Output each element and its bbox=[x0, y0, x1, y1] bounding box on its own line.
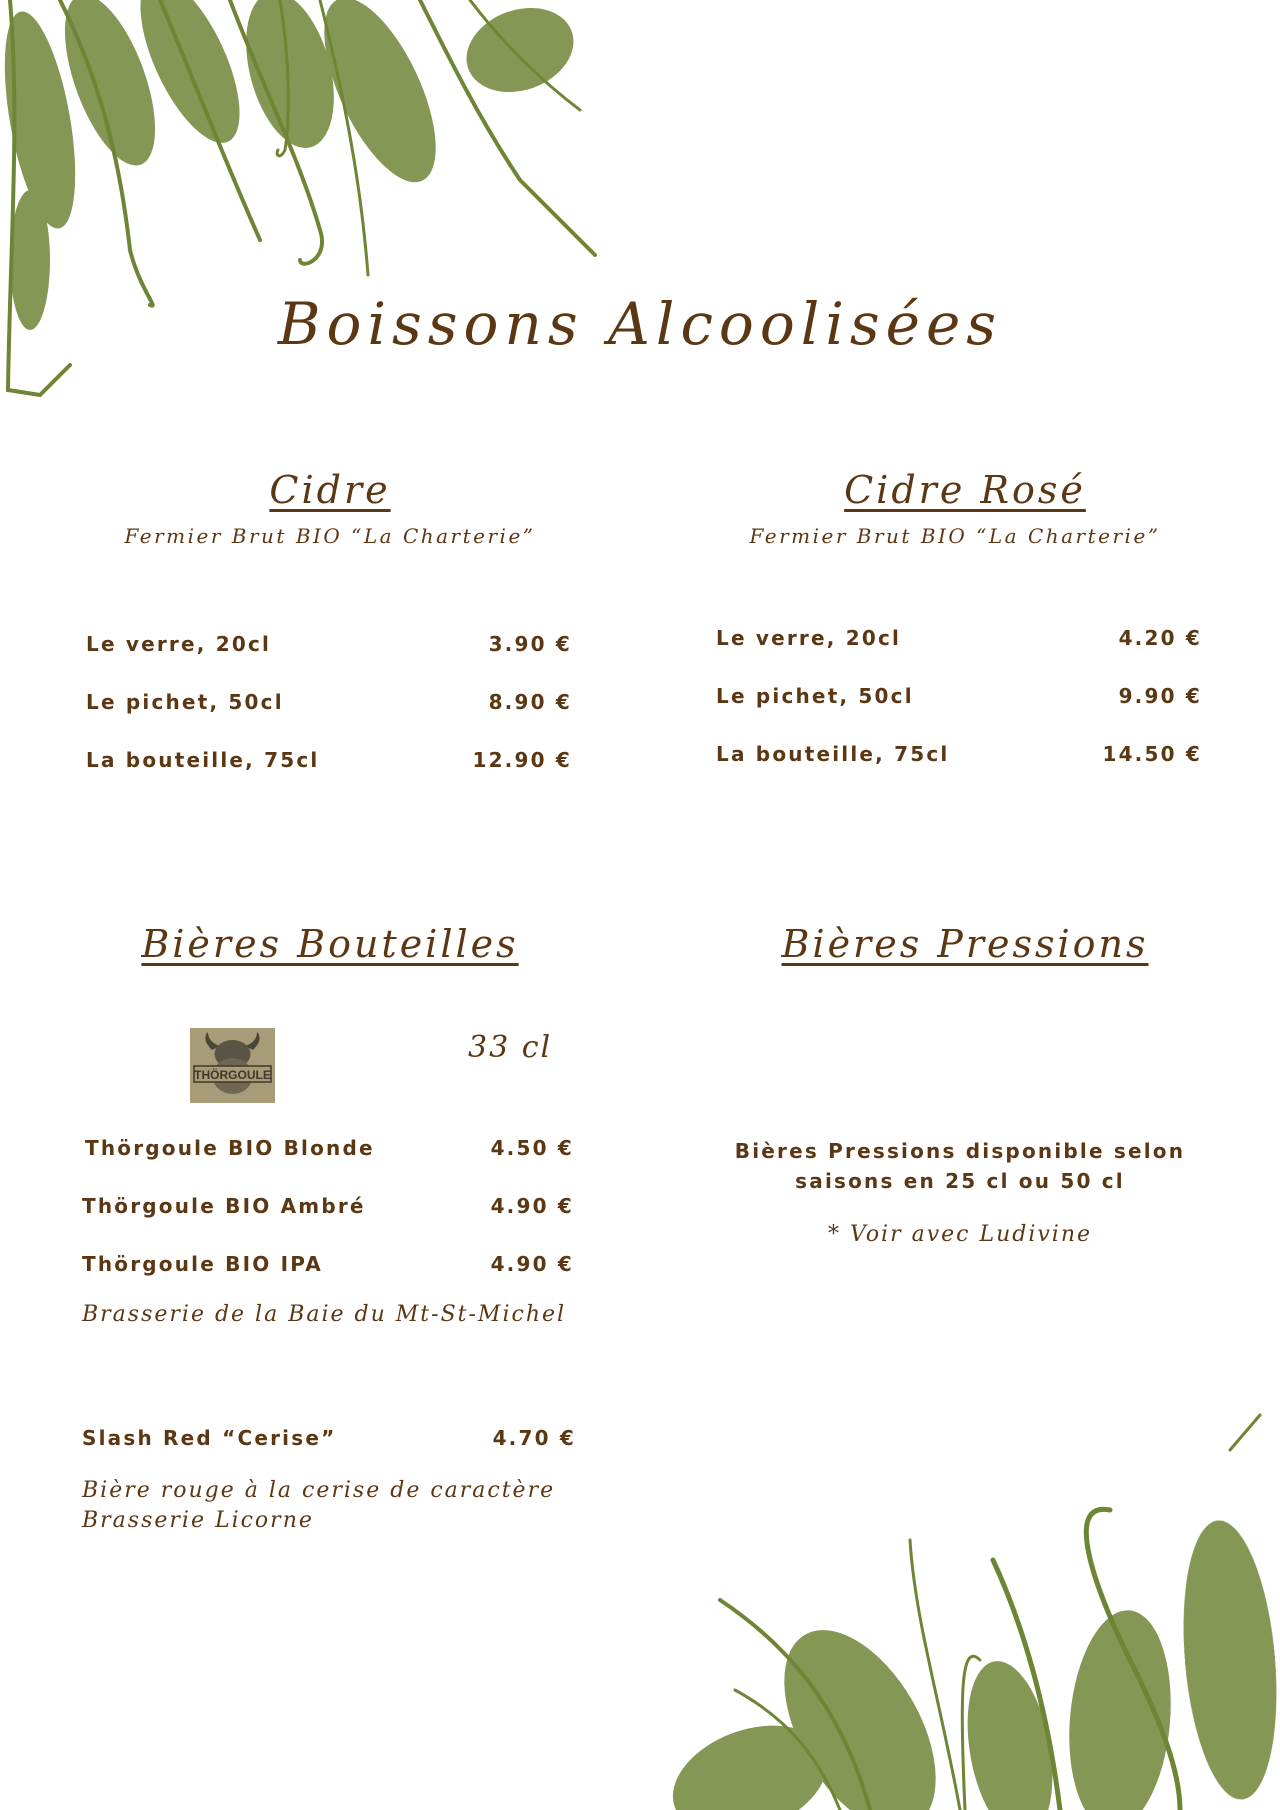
item-price: 4.90 € bbox=[490, 1194, 574, 1218]
thorgoule-logo bbox=[190, 1028, 275, 1103]
menu-item bbox=[86, 748, 572, 772]
item-price: 4.90 € bbox=[490, 1252, 574, 1276]
item-label: Thörgoule BIO Ambré bbox=[82, 1194, 366, 1218]
menu-item bbox=[716, 684, 1202, 708]
item-price: 8.90 € bbox=[488, 690, 572, 714]
item-price: 3.90 € bbox=[488, 632, 572, 656]
pressions-info-line1: Bières Pressions disponible selon bbox=[734, 1139, 1186, 1163]
item-label: La bouteille, 75cl bbox=[86, 748, 320, 772]
special-brewery: Brasserie Licorne bbox=[82, 1508, 314, 1533]
pressions-note: * Voir avec Ludivine bbox=[827, 1222, 1093, 1247]
viking-helmet-icon bbox=[190, 1028, 275, 1103]
cidre-heading: Cidre bbox=[269, 468, 391, 512]
item-price: 12.90 € bbox=[472, 748, 572, 772]
cidre-subtitle: Fermier Brut BIO “La Charterie” bbox=[124, 524, 536, 548]
item-price: 9.90 € bbox=[1118, 684, 1202, 708]
cidre-rose-subtitle: Fermier Brut BIO “La Charterie” bbox=[749, 524, 1161, 548]
bieres-bouteilles-heading: Bières Bouteilles bbox=[141, 922, 519, 966]
item-price: 4.70 € bbox=[492, 1426, 576, 1450]
svg-text:THÖRGOULE: THÖRGOULE bbox=[194, 1068, 271, 1082]
item-label: Le verre, 20cl bbox=[716, 626, 902, 650]
item-label: Thörgoule BIO Blonde bbox=[85, 1136, 375, 1160]
cidre-rose-heading: Cidre Rosé bbox=[844, 468, 1086, 512]
menu-item bbox=[716, 742, 1202, 766]
brewery-note: Brasserie de la Baie du Mt-St-Michel bbox=[82, 1302, 567, 1327]
menu-item bbox=[86, 632, 572, 656]
item-price: 14.50 € bbox=[1102, 742, 1202, 766]
special-description: Bière rouge à la cerise de caractère bbox=[82, 1478, 556, 1503]
item-label: Le pichet, 50cl bbox=[716, 684, 914, 708]
item-label: La bouteille, 75cl bbox=[716, 742, 950, 766]
item-price: 4.20 € bbox=[1118, 626, 1202, 650]
menu-item bbox=[82, 1194, 574, 1218]
pressions-info bbox=[700, 1136, 1220, 1196]
pressions-info-line2: saisons en 25 cl ou 50 cl bbox=[795, 1169, 1125, 1193]
page-title: Boissons Alcoolisées bbox=[277, 290, 1003, 358]
volume-label: 33 cl bbox=[468, 1030, 553, 1065]
bieres-pressions-heading: Bières Pressions bbox=[781, 922, 1149, 966]
item-label: Thörgoule BIO IPA bbox=[82, 1252, 323, 1276]
item-label: Le verre, 20cl bbox=[86, 632, 272, 656]
menu-item bbox=[82, 1426, 576, 1450]
item-label: Slash Red “Cerise” bbox=[82, 1426, 337, 1450]
foliage-bottom-right-decoration bbox=[660, 1400, 1280, 1810]
item-price: 4.50 € bbox=[490, 1136, 574, 1160]
menu-item bbox=[85, 1136, 574, 1160]
menu-item bbox=[86, 690, 572, 714]
menu-item bbox=[82, 1252, 574, 1276]
menu-item bbox=[716, 626, 1202, 650]
item-label: Le pichet, 50cl bbox=[86, 690, 284, 714]
